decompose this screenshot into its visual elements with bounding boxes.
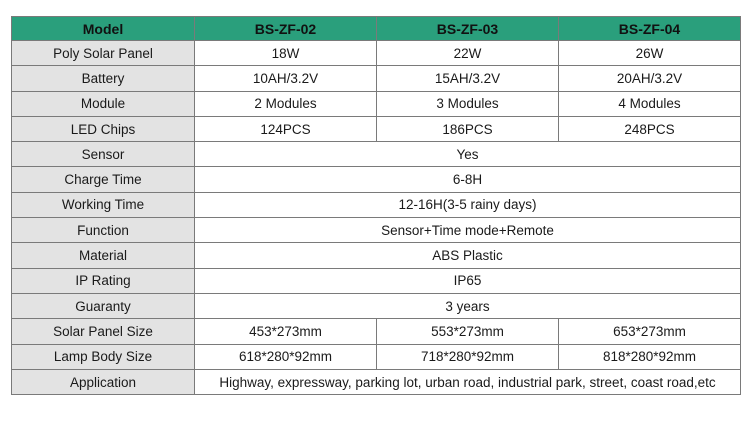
cell-value: 618*280*92mm bbox=[195, 344, 377, 369]
cell-value: 453*273mm bbox=[195, 319, 377, 344]
row-label: Application bbox=[12, 369, 195, 394]
header-bs-zf-03: BS-ZF-03 bbox=[377, 17, 559, 41]
header-bs-zf-02: BS-ZF-02 bbox=[195, 17, 377, 41]
header-row bbox=[12, 17, 741, 41]
row-guaranty bbox=[12, 293, 741, 318]
cell-value: 3 Modules bbox=[377, 91, 559, 116]
cell-value: 18W bbox=[195, 41, 377, 66]
row-application bbox=[12, 369, 741, 394]
row-material bbox=[12, 243, 741, 268]
cell-value: Sensor+Time mode+Remote bbox=[195, 218, 741, 243]
cell-value: 553*273mm bbox=[377, 319, 559, 344]
row-working-time bbox=[12, 192, 741, 217]
row-label: Sensor bbox=[12, 142, 195, 167]
row-label: Guaranty bbox=[12, 293, 195, 318]
cell-value: Highway, expressway, parking lot, urban road, industrial park, street, coast road,etc bbox=[195, 369, 741, 394]
row-label: Module bbox=[12, 91, 195, 116]
cell-value: ABS Plastic bbox=[195, 243, 741, 268]
cell-value: 10AH/3.2V bbox=[195, 66, 377, 91]
row-label: IP Rating bbox=[12, 268, 195, 293]
row-sensor bbox=[12, 142, 741, 167]
spec-table bbox=[11, 16, 741, 395]
cell-value: 4 Modules bbox=[559, 91, 741, 116]
row-label: Material bbox=[12, 243, 195, 268]
row-lamp-body-size bbox=[12, 344, 741, 369]
header-bs-zf-04: BS-ZF-04 bbox=[559, 17, 741, 41]
cell-value: 26W bbox=[559, 41, 741, 66]
cell-value: 6-8H bbox=[195, 167, 741, 192]
cell-value: 20AH/3.2V bbox=[559, 66, 741, 91]
row-label: Lamp Body Size bbox=[12, 344, 195, 369]
row-label: LED Chips bbox=[12, 116, 195, 141]
cell-value: 718*280*92mm bbox=[377, 344, 559, 369]
cell-value: 248PCS bbox=[559, 116, 741, 141]
row-function bbox=[12, 218, 741, 243]
cell-value: 2 Modules bbox=[195, 91, 377, 116]
row-poly-solar-panel bbox=[12, 41, 741, 66]
row-charge-time bbox=[12, 167, 741, 192]
cell-value: 124PCS bbox=[195, 116, 377, 141]
row-label: Battery bbox=[12, 66, 195, 91]
row-led-chips bbox=[12, 116, 741, 141]
row-solar-panel-size bbox=[12, 319, 741, 344]
cell-value: IP65 bbox=[195, 268, 741, 293]
cell-value: 12-16H(3-5 rainy days) bbox=[195, 192, 741, 217]
row-label: Function bbox=[12, 218, 195, 243]
cell-value: Yes bbox=[195, 142, 741, 167]
cell-value: 818*280*92mm bbox=[559, 344, 741, 369]
cell-value: 186PCS bbox=[377, 116, 559, 141]
row-battery bbox=[12, 66, 741, 91]
row-module bbox=[12, 91, 741, 116]
cell-value: 3 years bbox=[195, 293, 741, 318]
row-label: Solar Panel Size bbox=[12, 319, 195, 344]
cell-value: 22W bbox=[377, 41, 559, 66]
cell-value: 653*273mm bbox=[559, 319, 741, 344]
row-label: Poly Solar Panel bbox=[12, 41, 195, 66]
header-model: Model bbox=[12, 17, 195, 41]
row-ip-rating bbox=[12, 268, 741, 293]
cell-value: 15AH/3.2V bbox=[377, 66, 559, 91]
row-label: Charge Time bbox=[12, 167, 195, 192]
row-label: Working Time bbox=[12, 192, 195, 217]
